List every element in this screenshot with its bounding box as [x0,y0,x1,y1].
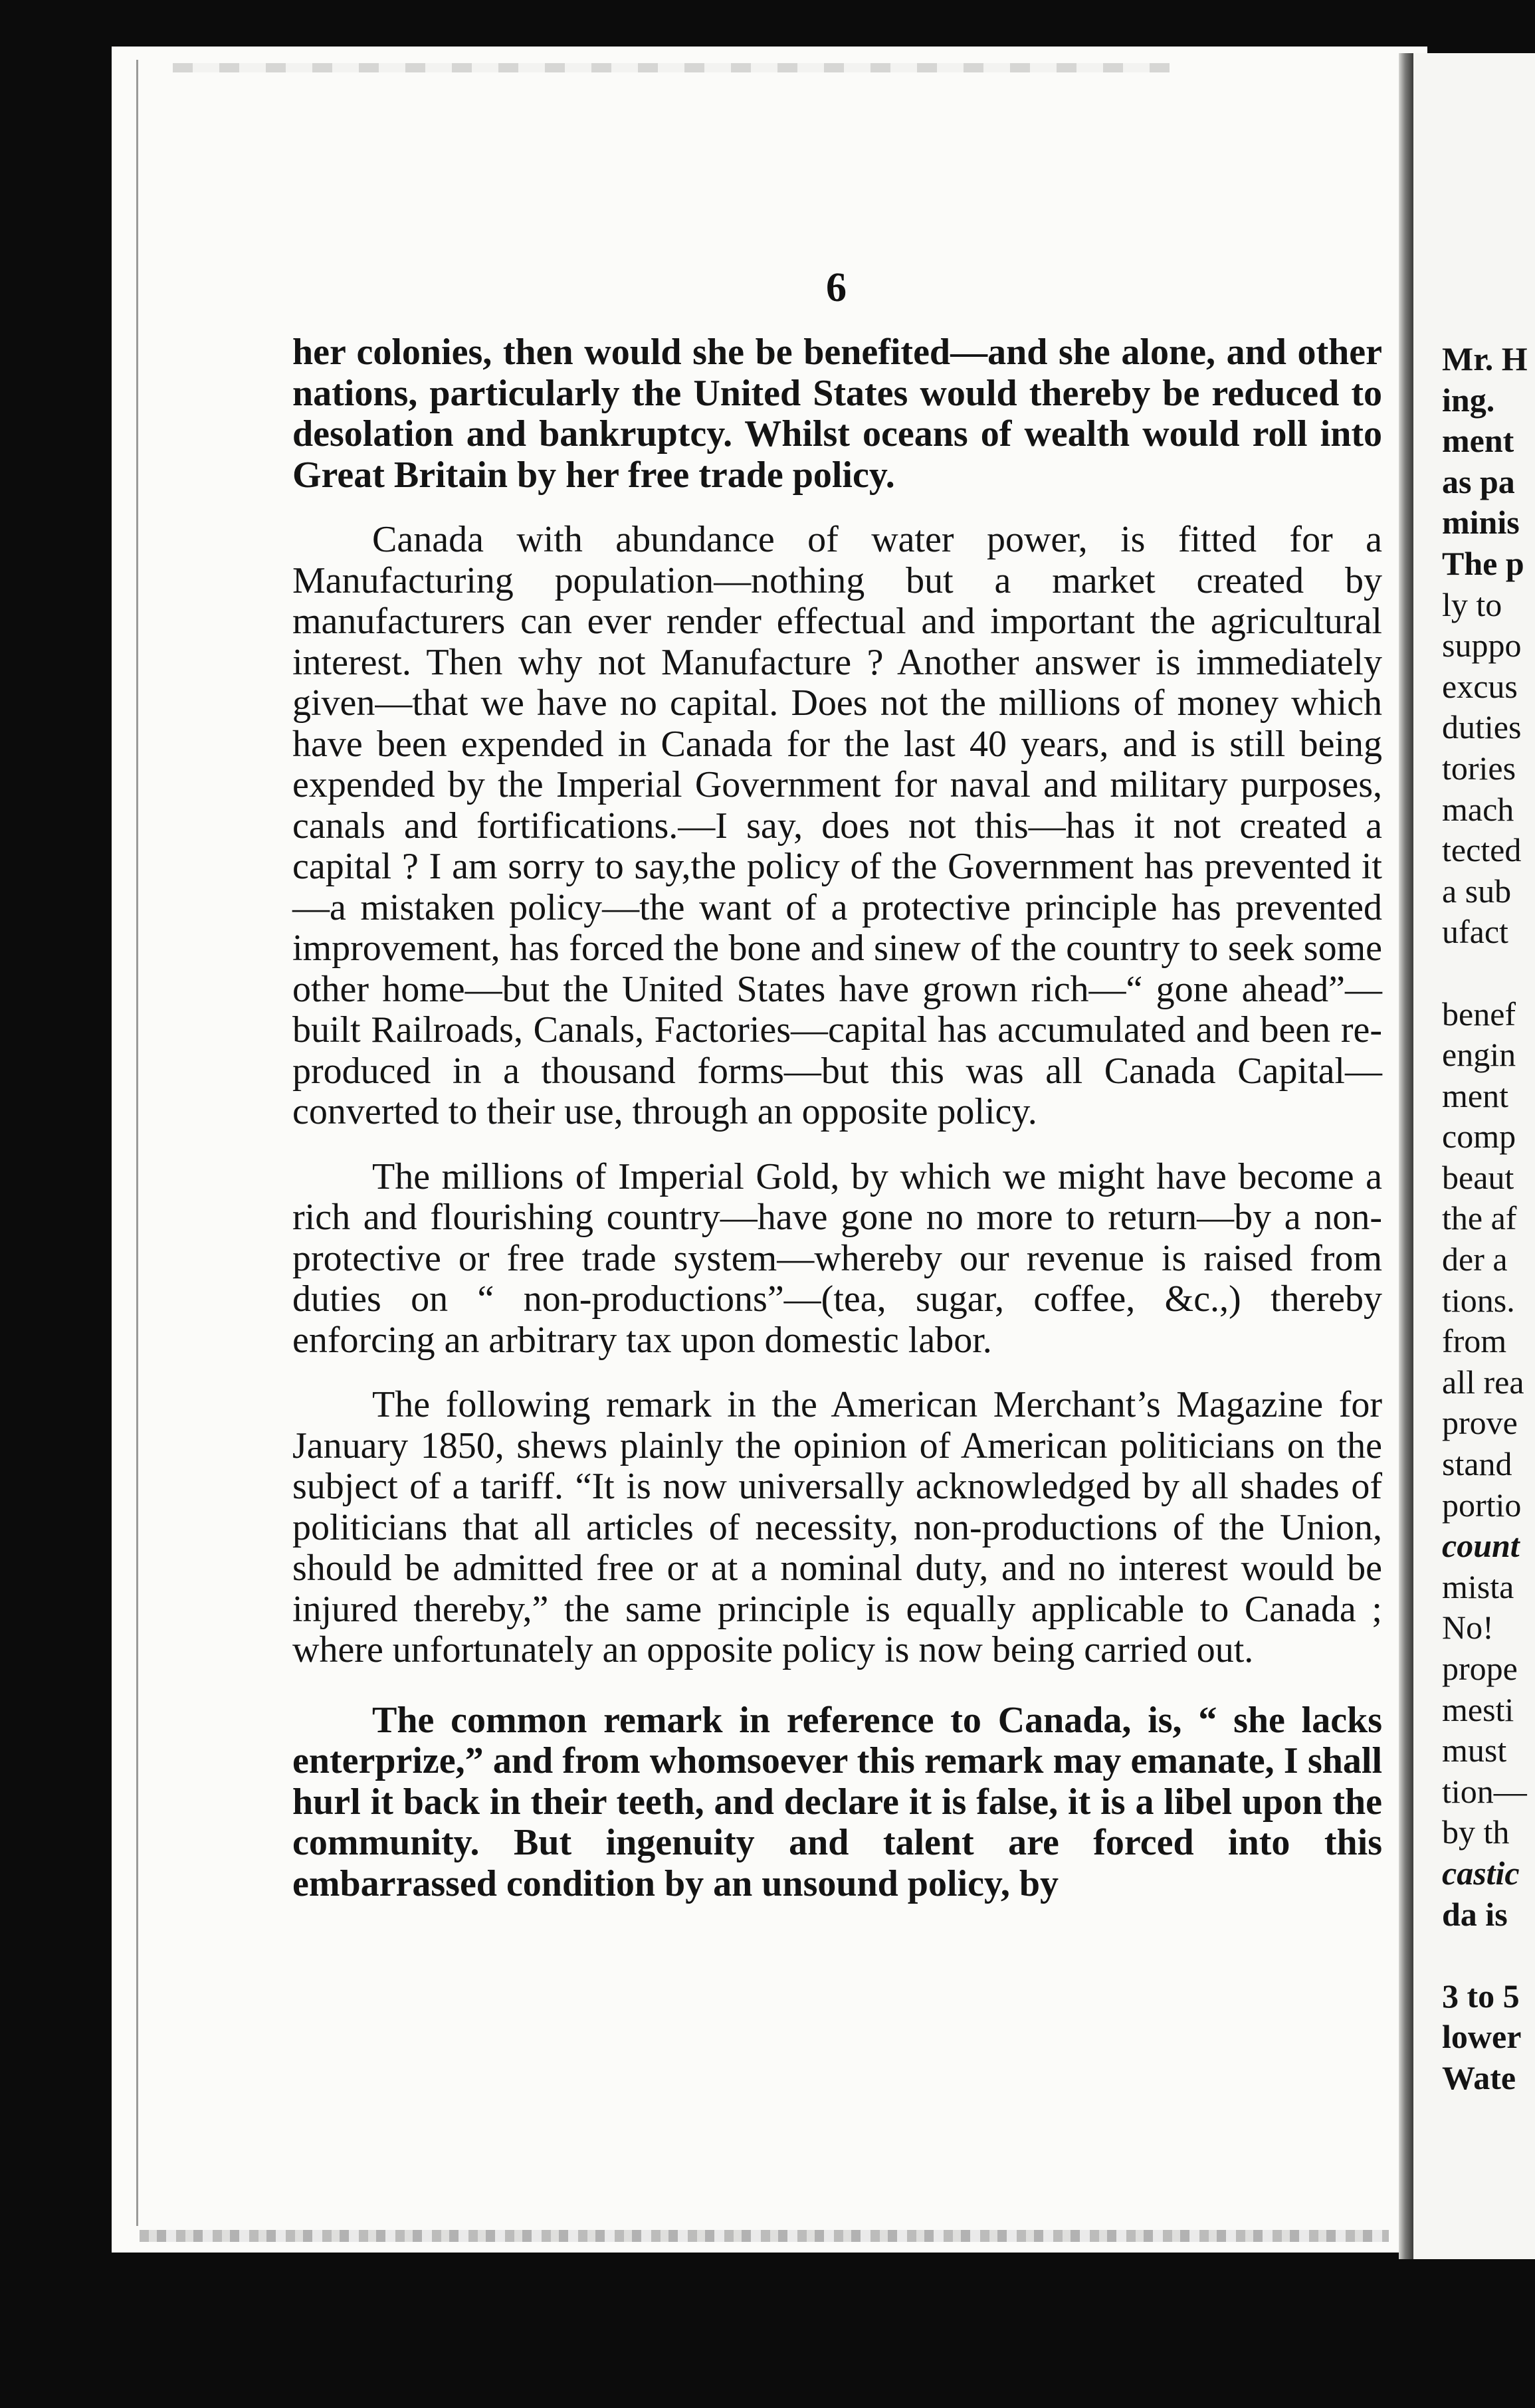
right-page-line: tion— [1442,1772,1527,1810]
right-page-line: Mr. H [1442,340,1528,377]
right-page-line: tected [1442,831,1522,869]
paragraph-water-power: Canada with abundance of water power, is fitted for a Manufacturing population—nothing but a market created by manufacturers can ever render effectual and important the agricultural interest. Then why not Manufacture ? Another answer is immediately given—that we have no capital. Does not the millions of money which have been expended in Canada for the last 40 years, and is still being expended by the Imperial Government for naval and military purposes, canals and fortifications.—I say, does not this—has it not created a capital ? I am sorry to say,the policy of the Government has prevented it—a mistaken policy—the want of a protective principle has prevented improvement, has forced the bone and sinew of the country to seek some other home—but the United States have grown rich—“ gone ahead”—built Railroads, Canals, Factories—capital has accumulated and been re-produced in a thousand forms—but this was all Canada Capital—converted to their use, through an opposite policy. [292,519,1382,1132]
right-page-line: ing. [1442,381,1495,419]
right-page-line: Wate [1442,2058,1516,2096]
right-page-line: mista [1442,1567,1514,1605]
right-page-line: comp [1442,1118,1516,1155]
right-page-line: portio [1442,1486,1522,1524]
right-page-line: ment [1442,422,1514,460]
right-page-line: engin [1442,1036,1516,1074]
right-page-line [1442,953,1535,994]
right-page-line: duties [1442,708,1522,746]
right-page-line: lower [1442,2018,1522,2056]
right-page-line: beaut [1442,1158,1514,1196]
right-page-line: ufact [1442,913,1508,951]
paragraph-enterprize: The common remark in reference to Canada, is, “ she lacks enterprize,” and from whomsoever this remark may emanate, I shall hurl it back in their teeth, and declare it is false, it is a libel upon the community. But ingenuity and talent are forced into this embarrassed condition by an unsound policy, by [292,1699,1382,1904]
right-page-line: 3 to 5 [1442,1977,1520,2015]
right-page-line: der a [1442,1241,1508,1278]
bottom-edge-bleed [140,2230,1389,2242]
left-page-body [292,332,1382,1904]
right-page-line: tions. [1442,1281,1515,1319]
right-page-line: the af [1442,1199,1517,1237]
right-page-line: No! [1442,1609,1494,1647]
left-margin-edge [136,60,138,2226]
paragraph-merchants-magazine: The following remark in the American Merchant’s Magazine for January 1850, shews plainly the opinion of American politicians on the subject of a tariff. “It is now universally acknowledged by all shades of politicians that all articles of necessity, non-productions of the Union, should be admitted free or at a nominal duty, and no interest would be injured thereby,” the same principle is equally applicable to Canada ; where unfortunately an opposite policy is now being carried out. [292,1384,1382,1670]
right-page-line: must [1442,1732,1507,1769]
right-page-fragments [1442,339,1535,2099]
right-page-line: ly to [1442,585,1502,623]
right-page-line: tories [1442,749,1516,787]
right-page-line: as pa [1442,462,1515,500]
right-page-line: The p [1442,544,1524,582]
right-page-line: da is [1442,1895,1508,1933]
right-page-line: minis [1442,504,1520,542]
right-page-line: all rea [1442,1363,1524,1401]
right-page-line: benef [1442,995,1516,1033]
right-page-line: prove [1442,1404,1518,1442]
right-page-line: mach [1442,790,1514,828]
paragraph-continuation: her colonies, then would she be benefited—and she alone, and other nations, particularly the United States would thereby be reduced to desolation and bankruptcy. Whilst oceans of wealth would roll into Great Britain by her free trade policy. [292,332,1382,496]
right-page-line: castic [1442,1854,1520,1892]
right-page-line: stand [1442,1445,1512,1483]
right-page-line [1442,1935,1535,1976]
paragraph-imperial-gold: The millions of Imperial Gold, by which we might have become a rich and flourishing country—have gone no more to return—by a non-protective or free trade system—whereby our revenue is raised from duties on “ non-productions”—(tea, sugar, coffee, &c.,) thereby enforcing an arbitrary tax upon domestic labor. [292,1155,1382,1361]
right-page-line: ment [1442,1076,1508,1114]
right-page-line: prope [1442,1650,1518,1687]
right-page-line: count [1442,1527,1520,1565]
page-number: 6 [826,265,847,310]
right-page-line: mesti [1442,1690,1514,1728]
right-page-line: by th [1442,1813,1510,1851]
book-gutter [1399,53,1413,2259]
right-page-line: from [1442,1322,1507,1360]
top-edge-bleed [173,63,1170,72]
right-page-line: suppo [1442,627,1522,664]
right-page-line: a sub [1442,872,1512,910]
right-page-line: excus [1442,667,1518,705]
